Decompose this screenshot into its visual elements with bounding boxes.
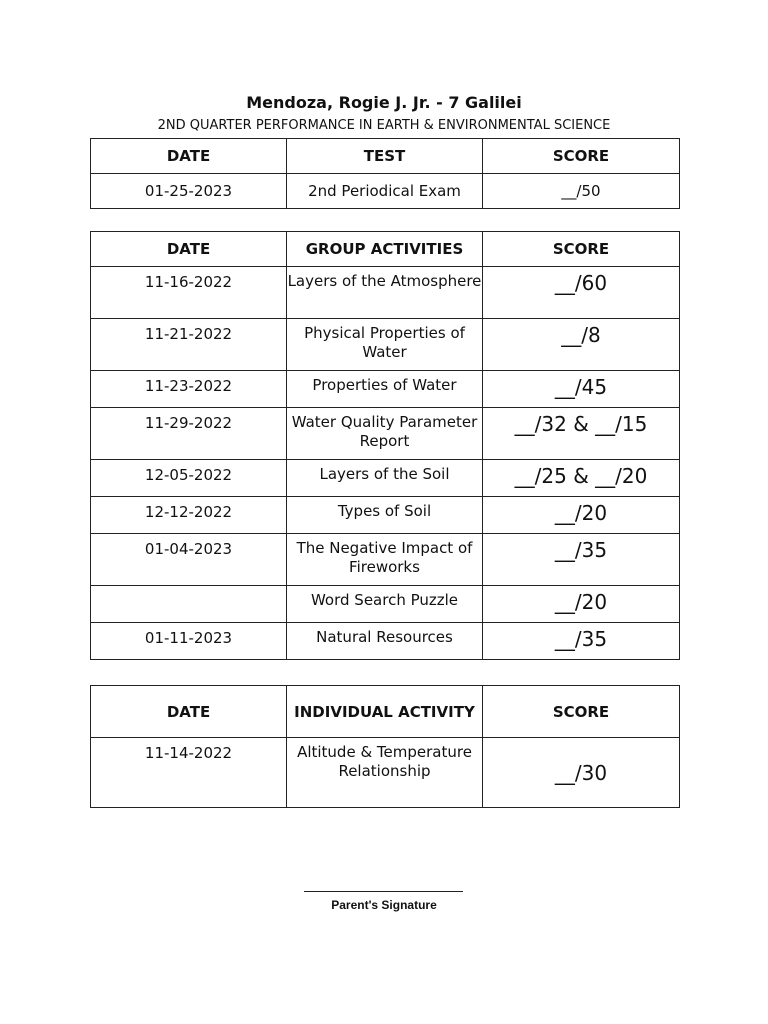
table-header-row	[91, 686, 680, 738]
score-cell: __/35	[483, 623, 680, 660]
group-activities-table	[90, 231, 680, 660]
test-name-cell: 2nd Periodical Exam	[287, 174, 483, 209]
student-name-title: Mendoza, Rogie J. Jr. - 7 Galilei	[246, 93, 522, 112]
date-cell: 11-29-2022	[91, 408, 287, 460]
date-cell: 01-25-2023	[91, 174, 287, 209]
score-header: SCORE	[483, 686, 680, 738]
date-cell: 11-23-2022	[91, 371, 287, 408]
table-header-row	[91, 232, 680, 267]
activity-cell: Natural Resources	[287, 623, 483, 660]
date-header: DATE	[91, 139, 287, 174]
activity-cell: Properties of Water	[287, 371, 483, 408]
date-cell: 11-14-2022	[91, 738, 287, 808]
date-cell: 11-21-2022	[91, 319, 287, 371]
date-cell	[91, 586, 287, 623]
activity-cell: Layers of the Atmosphere	[287, 267, 483, 319]
table-row	[91, 586, 680, 623]
activity-cell: Physical Properties of Water	[287, 319, 483, 371]
individual-activity-table	[90, 685, 680, 808]
score-cell: __/32 & __/15	[483, 408, 680, 460]
score-cell: __/20	[483, 586, 680, 623]
parent-signature-label: Parent's Signature	[331, 898, 437, 912]
activity-cell: Word Search Puzzle	[287, 586, 483, 623]
individual-activity-header: INDIVIDUAL ACTIVITY	[287, 686, 483, 738]
score-cell: __/8	[483, 319, 680, 371]
date-cell: 01-04-2023	[91, 534, 287, 586]
date-cell: 01-11-2023	[91, 623, 287, 660]
date-header: DATE	[91, 686, 287, 738]
table-row	[91, 408, 680, 460]
table-header-row	[91, 139, 680, 174]
score-cell: __/20	[483, 497, 680, 534]
table-row	[91, 267, 680, 319]
table-row	[91, 174, 680, 209]
test-table	[90, 138, 680, 209]
table-row	[91, 460, 680, 497]
activity-cell: Water Quality Parameter Report	[287, 408, 483, 460]
table-row	[91, 534, 680, 586]
signature-line	[304, 891, 463, 892]
date-cell: 12-12-2022	[91, 497, 287, 534]
activity-cell: Layers of the Soil	[287, 460, 483, 497]
activity-cell: Types of Soil	[287, 497, 483, 534]
score-cell: __/60	[483, 267, 680, 319]
group-activities-header: GROUP ACTIVITIES	[287, 232, 483, 267]
score-cell: __/50	[483, 174, 680, 209]
table-row	[91, 497, 680, 534]
score-cell: __/35	[483, 534, 680, 586]
date-header: DATE	[91, 232, 287, 267]
score-header: SCORE	[483, 232, 680, 267]
table-row	[91, 371, 680, 408]
table-row	[91, 738, 680, 808]
score-cell: __/30	[483, 738, 680, 808]
table-row	[91, 319, 680, 371]
report-subtitle: 2ND QUARTER PERFORMANCE IN EARTH & ENVIRONMENTAL SCIENCE	[157, 118, 611, 133]
score-cell: __/25 & __/20	[483, 460, 680, 497]
table-row	[91, 623, 680, 660]
score-header: SCORE	[483, 139, 680, 174]
activity-cell: Altitude & Temperature Relationship	[287, 738, 483, 808]
date-cell: 12-05-2022	[91, 460, 287, 497]
activity-cell: The Negative Impact of Fireworks	[287, 534, 483, 586]
test-header: TEST	[287, 139, 483, 174]
score-cell: __/45	[483, 371, 680, 408]
date-cell: 11-16-2022	[91, 267, 287, 319]
